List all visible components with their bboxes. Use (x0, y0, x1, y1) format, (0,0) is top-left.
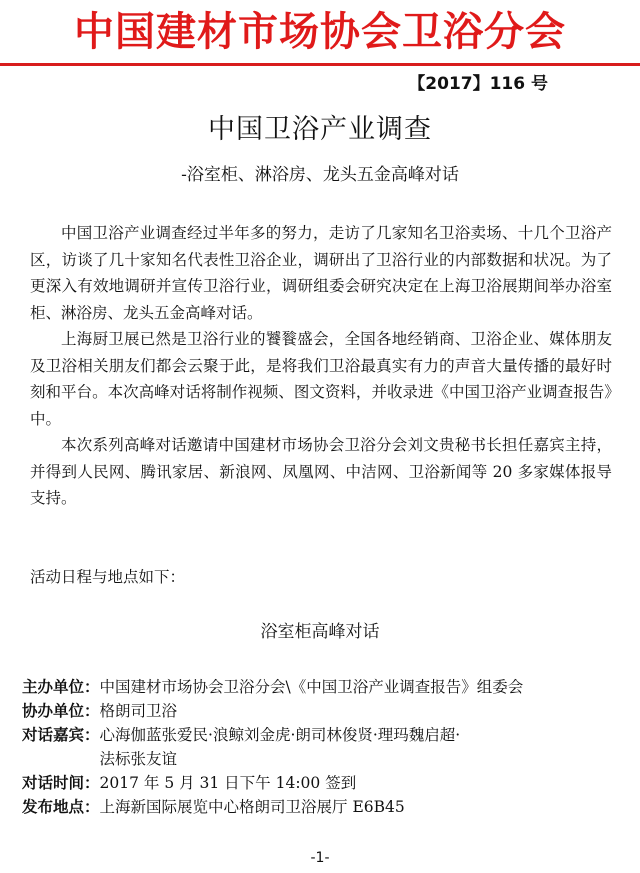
section-heading: 浴室柜高峰对话 (260, 622, 380, 642)
host-row (22, 675, 622, 699)
header-divider (0, 63, 640, 66)
location-label: 发布地点： (22, 797, 100, 816)
guests-value (100, 723, 622, 771)
document-number: 【2017】116 号 (408, 74, 548, 94)
host-value: 中国建材市场协会卫浴分会\《中国卫浴产业调查报告》组委会 (99, 678, 524, 696)
document-title: 中国卫浴产业调查 (208, 114, 432, 145)
guests-label: 对话嘉宾： (22, 725, 100, 744)
body-paragraph: 中国卫浴产业调查经过半年多的努力，走访了几家知名卫浴卖场、十几个卫浴产区，访谈了几十家知名代表性卫浴企业，调研出了卫浴行业的内部数据和状况。为了更深入有效地调研并宣传卫浴行业，调研组委会研究决定在上海卫浴展期间举办浴室柜、淋浴房、龙头五金高峰对话。 (30, 224, 612, 322)
time-value: 2017 年 5 月 31 日下午 14:00 签到 (99, 774, 357, 792)
body-paragraph: 上海厨卫展已然是卫浴行业的饕餮盛会，全国各地经销商、卫浴企业、媒体朋友及卫浴相关朋友们都会云聚于此，是将我们卫浴最真实有力的声音大量传播的最好时刻和平台。本次高峰对话将制作视频、图文资料，并收录进《中国卫浴产业调查报告》中。 (30, 330, 612, 428)
guests-line: 法标张友谊 (99, 750, 178, 768)
guests-line: 心海伽蓝张爱民·浪鲸刘金虎·朗司林俊贤·理玛魏启超· (99, 726, 461, 744)
co-host-value: 格朗司卫浴 (99, 702, 178, 720)
page-number: -1- (310, 850, 330, 866)
location-value: 上海新国际展览中心格朗司卫浴展厅 E6B45 (99, 798, 405, 816)
document-subtitle: -浴室柜、淋浴房、龙头五金高峰对话 (181, 165, 459, 185)
host-label: 主办单位： (22, 677, 100, 696)
co-host-label: 协办单位： (22, 701, 100, 720)
body-text (30, 220, 612, 512)
guests-row (22, 723, 622, 771)
time-label: 对话时间： (22, 773, 100, 792)
time-row (22, 771, 622, 795)
event-details (22, 675, 622, 819)
location-row (22, 795, 622, 819)
body-paragraph: 本次系列高峰对话邀请中国建材市场协会卫浴分会刘文贵秘书长担任嘉宾主持，并得到人民网、腾讯家居、新浪网、凤凰网、中洁网、卫浴新闻等 20 多家媒体报导支持。 (30, 436, 612, 507)
schedule-intro: 活动日程与地点如下： (30, 568, 186, 586)
organization-header: 中国建材市场协会卫浴分会 (74, 9, 566, 55)
co-host-row (22, 699, 622, 723)
